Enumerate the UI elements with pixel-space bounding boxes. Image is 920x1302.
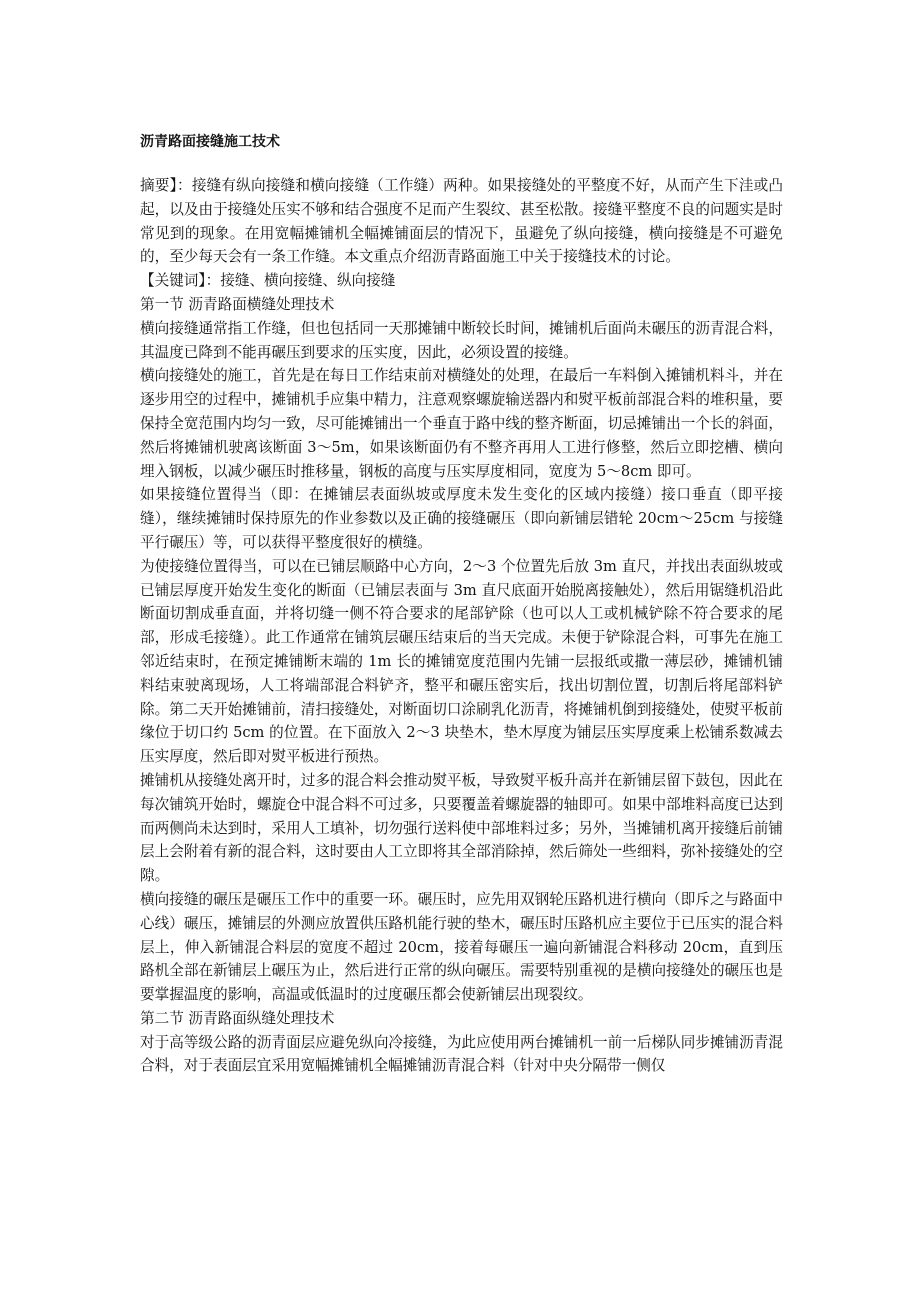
- body-paragraph: 对于高等级公路的沥青面层应避免纵向冷接缝，为此应使用两台摊铺机一前一后梯队同步摊铺沥青混合料，对于表面层宜采用宽幅摊铺机全幅摊铺沥青混合料（针对中央分隔带一侧仅: [140, 1033, 783, 1075]
- body-paragraph: 为使接缝位置得当，可以在已铺层顺路中心方向，2～3 个位置先后放 3m 直尺，并找出表面纵坡或已铺层厚度开始发生变化的断面（已铺层表面与 3m 直尺底面开始脱离接触处），然后用锯缝机沿此断面切割成垂直面，并将切缝一侧不符合要求的尾部铲除（也可以人工或机械铲除不符合要求的尾部，形成毛接缝）。此工作通常在铺筑层碾压结束后的当天完成。未便于铲除混合料，可事先在施工邻近结束时，在预定摊铺断末端的 1m 长的摊铺宽度范围内先铺一层报纸或撒一薄层砂，摊铺机铺料结束驶离现场，人工将端部混合料铲齐，整平和碾压密实后，找出切割位置，切割后将尾部料铲除。第二天开始摊铺前，清扫接缝处，对断面切口涂刷乳化沥青，将摊铺机倒到接缝处，使熨平板前缘位于切口约 5cm 的位置。在下面放入 2～3 块垫木，垫木厚度为铺层压实厚度乘上松铺系数减去压实厚度，然后即对熨平板进行预热。: [140, 557, 783, 766]
- document-page: [140, 130, 783, 1078]
- section-2-heading: 第二节 沥青路面纵缝处理技术: [140, 1009, 335, 1027]
- body-paragraph: 横向接缝的碾压是碾压工作中的重要一环。碾压时，应先用双钢轮压路机进行横向（即斥之与路面中心线）碾压，摊铺层的外测应放置供压路机能行驶的垫木，碾压时压路机应主要位于已压实的混合料层上，伸入新铺混合料层的宽度不超过 20cm，接着每碾压一遍向新铺混合料移动 20cm，直到压路机全部在新铺层上碾压为止，然后进行正常的纵向碾压。需要特别重视的是横向接缝处的碾压也是要掌握温度的影响，高温或低温时的过度碾压都会使新铺层出现裂纹。: [140, 890, 783, 1004]
- document-title: 沥青路面接缝施工技术: [140, 134, 280, 150]
- abstract-paragraph: 摘要】：接缝有纵向接缝和横向接缝（工作缝）两种。如果接缝处的平整度不好，从而产生下洼或凸起，以及由于接缝处压实不够和结合强度不足而产生裂纹、甚至松散。接缝平整度不良的问题实是时常见到的现象。在用宽幅摊铺机全幅摊铺面层的情况下，虽避免了纵向接缝，横向接缝是不可避免的，至少每天会有一条工作缝。本文重点介绍沥青路面施工中关于接缝技术的讨论。: [140, 177, 783, 266]
- section-1-heading: 第一节 沥青路面横缝处理技术: [140, 295, 335, 313]
- keywords-line: 【关键词】：接缝、横向接缝、纵向接缝: [140, 272, 396, 290]
- body-paragraph: 摊铺机从接缝处离开时，过多的混合料会推动熨平板，导致熨平板升高并在新铺层留下鼓包，因此在每次铺筑开始时，螺旋仓中混合料不可过多，只要覆盖着螺旋器的轴即可。如果中部堆料高度已达到而两侧尚未达到时，采用人工填补，切勿强行送料使中部堆料过多；另外，当摊铺机离开接缝后前铺层上会附着有新的混合料，这时要由人工立即将其全部消除掉，然后筛处一些细料，弥补接缝处的空隙。: [140, 771, 783, 885]
- body-paragraph: 横向接缝通常指工作缝，但也包括同一天那摊铺中断较长时间，摊铺机后面尚未碾压的沥青混合料，其温度已降到不能再碾压到要求的压实度，因此，必须设置的接缝。: [140, 319, 783, 361]
- body-paragraph: 横向接缝处的施工，首先是在每日工作结束前对横缝处的处理，在最后一车料倒入摊铺机料斗，并在逐步用空的过程中，摊铺机手应集中精力，注意观察螺旋输送器内和熨平板前部混合料的堆积量，要保持全宽范围内均匀一致，尽可能摊铺出一个垂直于路中线的整齐断面，切忌摊铺出一个长的斜面，然后将摊铺机驶离该断面 3～5m，如果该断面仍有不整齐再用人工进行修整，然后立即挖槽、横向埋入钢板，以减少碾压时推移量，钢板的高度与压实厚度相同，宽度为 5～8cm 即可。: [140, 367, 783, 480]
- body-paragraph: 如果接缝位置得当（即：在摊铺层表面纵坡或厚度未发生变化的区域内接缝）接口垂直（即平接缝），继续摊铺时保持原先的作业参数以及正确的接缝碾压（即向新铺层错轮 20cm～25cm 与接缝平行碾压）等，可以获得平整度很好的横缝。: [140, 486, 783, 551]
